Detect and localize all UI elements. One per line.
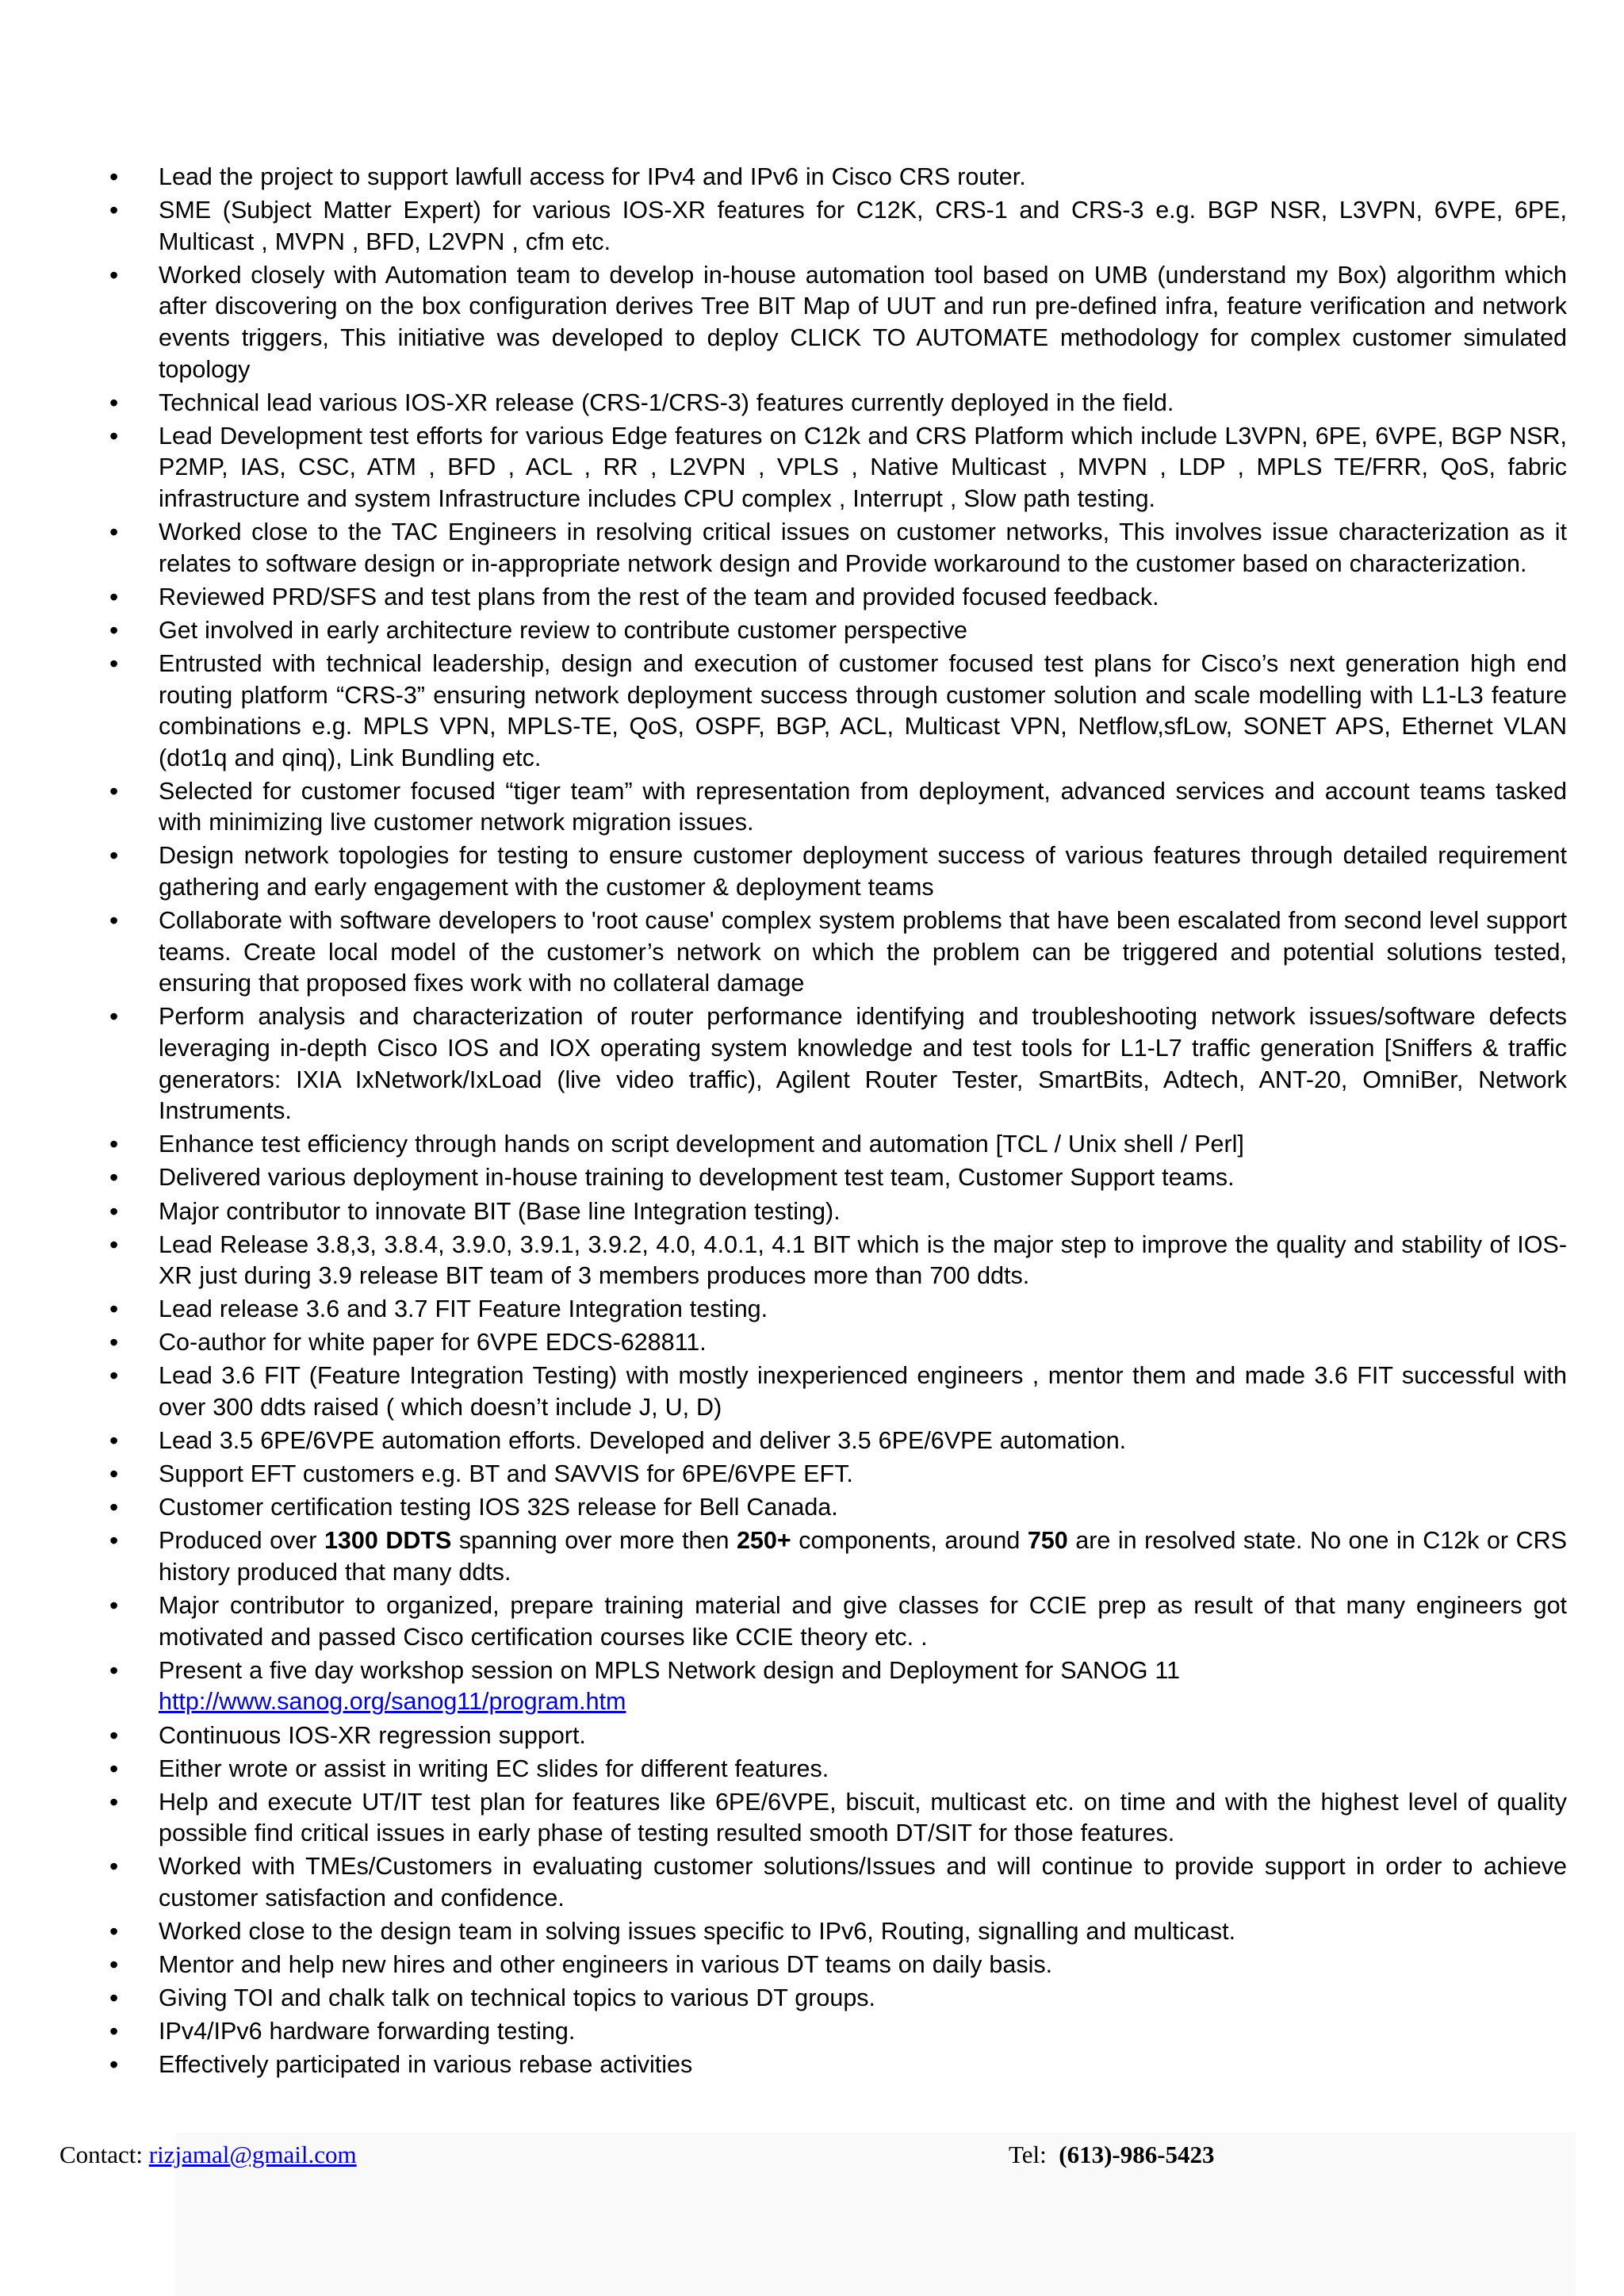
bullet-dot-icon: • <box>109 2017 119 2046</box>
bullet-item <box>0 1129 1567 1161</box>
bullet-dot-icon: • <box>109 1591 119 1621</box>
bullet-dot-icon: • <box>109 649 119 678</box>
bullet-item <box>0 1459 1567 1490</box>
bullet-item <box>0 1294 1567 1326</box>
bullet-item <box>0 905 1567 1000</box>
bullet-text: SME (Subject Matter Expert) for various IOS-XR features for C12K, CRS-1 and CRS-3 e.g. BGP NSR, L3VPN, 6VPE, 6PE, Multicast , MVPN , BFD, L2VPN , cfm etc. <box>159 197 1567 255</box>
bullet-dot-icon: • <box>109 2050 119 2080</box>
bullet-item <box>0 1196 1567 1228</box>
bullet-text: Co-author for white paper for 6VPE EDCS-628811. <box>159 1329 707 1357</box>
bullet-text: Continuous IOS-XR regression support. <box>159 1721 586 1749</box>
bullet-item <box>0 1590 1567 1653</box>
bullet-text: Effectively participated in various rebase activities <box>159 2051 693 2079</box>
bullet-dot-icon: • <box>109 776 119 806</box>
sanog-program-link[interactable]: http://www.sanog.org/sanog11/program.htm <box>159 1688 626 1716</box>
bullet-item <box>0 840 1567 903</box>
bullet-dot-icon: • <box>109 841 119 871</box>
bullet-item <box>0 1720 1567 1752</box>
bullet-dot-icon: • <box>109 1787 119 1816</box>
bullet-dot-icon: • <box>109 906 119 936</box>
bullet-dot-icon: • <box>109 163 119 191</box>
bullet-text: Major contributor to organized, prepare training material and give classes for CCIE prep as result of that many engineers got motivated and passed Cisco certification courses like CCIE theory etc. . <box>159 1592 1567 1651</box>
bullet-dot-icon: • <box>109 1526 119 1556</box>
bullet-text: Giving TOI and chalk talk on technical topics to various DT groups. <box>159 1984 876 2012</box>
bullet-bold-components-count: 250+ <box>736 1527 791 1555</box>
bullet-dot-icon: • <box>109 582 119 611</box>
bullet-text-part: components, around <box>791 1527 1028 1555</box>
bullet-dot-icon: • <box>109 1361 119 1391</box>
bullet-dot-icon: • <box>109 421 119 450</box>
bullet-item <box>0 1983 1567 2015</box>
bullet-bold-resolved-count: 750 <box>1027 1527 1068 1555</box>
bullet-dot-icon: • <box>109 1852 119 1881</box>
bullet-text: Help and execute UT/IT test plan for features like 6PE/6VPE, biscuit, multicast etc. on time and with the highest level of quality possible find critical issues in early phase of testing resulted smooth DT/SIT for those features. <box>159 1788 1567 1847</box>
bullet-text: Reviewed PRD/SFS and test plans from the rest of the team and provided focused feedback. <box>159 583 1159 610</box>
bullet-text: Perform analysis and characterization of router performance identifying and troubleshooting network issues/software defects leveraging in-depth Cisco IOS and IOX operating system knowledge and test tools for L1-L7 traffic generation [Sniffers & traffic generators: IXIA IxNetwork/IxLoad (live video traffic), Agilent Router Tester, SmartBits, Adtech, ANT-20, OmniBer, Network Instruments. <box>159 1003 1567 1125</box>
bullet-text: Selected for customer focused “tiger team” with representation from deployment, advanced services and account teams tasked with minimizing live customer network migration issues. <box>159 777 1567 836</box>
bullet-item <box>0 1851 1567 1914</box>
bullet-text: Design network topologies for testing to ensure customer deployment success of various features through detailed requirement gathering and early engagement with the customer & deployment teams <box>159 842 1567 901</box>
bullet-dot-icon: • <box>109 1917 119 1946</box>
bullet-dot-icon: • <box>109 1950 119 1980</box>
bullet-text: IPv4/IPv6 hardware forwarding testing. <box>159 2018 576 2045</box>
bullet-text: Collaborate with software developers to 'root cause' complex system problems that have been escalated from second level support teams. Create local model of the customer’s network on which the problem can be triggered and potential solutions tested, ensuring that proposed fixes work with no collateral damage <box>159 907 1567 997</box>
bullet-text: Enhance test efficiency through hands on script development and automation [TCL / Unix shell / Perl] <box>159 1131 1244 1158</box>
bullet-item <box>0 1360 1567 1423</box>
bullet-item-ddts <box>0 1525 1567 1588</box>
bullet-text: Mentor and help new hires and other engineers in various DT teams on daily basis. <box>159 1951 1053 1979</box>
bullet-text: Lead the project to support lawfull access for IPv4 and IPv6 in Cisco CRS router. <box>159 163 1026 190</box>
bullet-text: Worked closely with Automation team to develop in-house automation tool based on UMB (understand my Box) algorithm which after discovering on the box configuration derives Tree BIT Map of UUT and run pre-defined infra, feature verification and network events triggers, This initiative was developed to deploy CLICK TO AUTOMATE methodology for complex customer simulated topology <box>159 261 1567 383</box>
bullet-dot-icon: • <box>109 1328 119 1357</box>
bullet-dot-icon: • <box>109 1163 119 1192</box>
bullet-item <box>0 776 1567 839</box>
bullet-item <box>0 649 1567 774</box>
bullet-item <box>0 2049 1567 2081</box>
bullet-dot-icon: • <box>109 1230 119 1259</box>
contact-email-link[interactable]: rizjamal@gmail.com <box>148 2141 357 2168</box>
bullet-item <box>0 260 1567 385</box>
bullet-dot-icon: • <box>109 1295 119 1324</box>
bullet-item <box>0 1162 1567 1194</box>
bullet-item <box>0 162 1567 193</box>
bullet-item <box>0 2016 1567 2048</box>
bullet-item <box>0 195 1567 258</box>
bullet-item <box>0 421 1567 515</box>
bullet-item <box>0 1787 1567 1850</box>
bullet-text: Major contributor to innovate BIT (Base line Integration testing). <box>159 1197 841 1225</box>
bullet-text: Technical lead various IOS-XR release (CRS-1/CRS-3) features currently deployed in the field. <box>159 388 1174 416</box>
bullet-dot-icon: • <box>109 1196 119 1226</box>
bullet-text-part: spanning over more then <box>451 1527 737 1555</box>
bullet-dot-icon: • <box>109 1493 119 1522</box>
bullet-text: Customer certification testing IOS 32S release for Bell Canada. <box>159 1494 838 1521</box>
bullet-item <box>0 517 1567 580</box>
bullet-dot-icon: • <box>109 1426 119 1456</box>
bullet-item <box>0 582 1567 614</box>
bullet-item <box>0 1230 1567 1292</box>
bullet-dot-icon: • <box>109 1460 119 1489</box>
bullet-text: Entrusted with technical leadership, design and execution of customer focused test plans for Cisco’s next generation high end routing platform “CRS-3” ensuring network deployment success through customer solution and scale modelling with L1-L3 feature combinations e.g. MPLS VPN, MPLS-TE, QoS, OSPF, BGP, ACL, Multicast VPN, Netflow,sfLow, SONET APS, Ethernet VLAN (dot1q and qinq), Link Bundling etc. <box>159 649 1567 771</box>
bullet-item <box>0 615 1567 647</box>
bullet-dot-icon: • <box>109 1984 119 2013</box>
footer-contact <box>59 2139 357 2171</box>
bullet-item <box>0 1001 1567 1127</box>
bullet-text: Present a five day workshop session on MPLS Network design and Deployment for SANOG 11 <box>159 1656 1181 1684</box>
bullet-item <box>0 1327 1567 1359</box>
contact-label: Contact: <box>59 2141 149 2168</box>
bullet-text: Worked with TMEs/Customers in evaluating customer solutions/Issues and will continue to provide support in order to achieve customer satisfaction and confidence. <box>159 1853 1567 1911</box>
bullet-text: Worked close to the design team in solving issues specific to IPv6, Routing, signalling and multicast. <box>159 1918 1236 1946</box>
bullet-dot-icon: • <box>109 196 119 225</box>
bullet-text: Either wrote or assist in writing EC slides for different features. <box>159 1755 829 1782</box>
bullet-text: Lead 3.5 6PE/6VPE automation efforts. Developed and deliver 3.5 6PE/6VPE automation. <box>159 1427 1127 1455</box>
bullet-text: Delivered various deployment in-house training to development test team, Customer Support teams. <box>159 1164 1235 1192</box>
bullet-item <box>0 1916 1567 1948</box>
bullet-text: Get involved in early architecture review to contribute customer perspective <box>159 616 967 644</box>
bullet-item <box>0 1754 1567 1785</box>
bullet-text-part: Produced over <box>159 1527 324 1555</box>
bullet-dot-icon: • <box>109 1655 119 1685</box>
bullet-text: Lead release 3.6 and 3.7 FIT Feature Integration testing. <box>159 1295 768 1323</box>
bullet-dot-icon: • <box>109 1130 119 1159</box>
bullet-item <box>0 1492 1567 1524</box>
bullet-text-part: are in resolved state. No one in C12k or CRS history produced that many ddts. <box>159 1527 1567 1586</box>
bullet-bold-ddts-count: 1300 DDTS <box>324 1527 452 1555</box>
bullet-item <box>0 388 1567 419</box>
footer-telephone <box>1009 2139 1215 2171</box>
bullet-dot-icon: • <box>109 1720 119 1750</box>
bullet-dot-icon: • <box>109 615 119 645</box>
bullet-text: Support EFT customers e.g. BT and SAVVIS for 6PE/6VPE EFT. <box>159 1460 853 1488</box>
bullet-dot-icon: • <box>109 260 119 289</box>
bullet-text: Lead Development test efforts for various Edge features on C12k and CRS Platform which include L3VPN, 6PE, 6VPE, BGP NSR, P2MP, IAS, CSC, ATM , BFD , ACL , RR , L2VPN , VPLS , Native Multicast , MVPN , LDP , MPLS TE/FRR, QoS, fabric infrastructure and system Infrastructure includes CPU complex , Interrupt , Slow path testing. <box>159 422 1567 512</box>
phone-number: (613)-986-5423 <box>1059 2141 1215 2168</box>
tel-label: Tel: <box>1009 2141 1047 2168</box>
bullet-item-sanog <box>0 1655 1567 1718</box>
bullet-text: Lead Release 3.8,3, 3.8.4, 3.9.0, 3.9.1, 3.9.2, 4.0, 4.0.1, 4.1 BIT which is the major step to improve the quality and stability of IOS-XR just during 3.9 release BIT team of 3 members produces more than 700 ddts. <box>159 1230 1567 1290</box>
bullet-dot-icon: • <box>109 518 119 547</box>
bullet-item <box>0 1425 1567 1457</box>
experience-bullet-list <box>0 162 1624 2084</box>
bullet-dot-icon: • <box>109 1754 119 1783</box>
footer-background-panel <box>176 2133 1576 2296</box>
bullet-item <box>0 1950 1567 1981</box>
bullet-dot-icon: • <box>109 1002 119 1031</box>
bullet-text: Lead 3.6 FIT (Feature Integration Testing) with mostly inexperienced engineers , mentor them and made 3.6 FIT successful with over 300 ddts raised ( which doesn’t include J, U, D) <box>159 1362 1567 1422</box>
bullet-dot-icon: • <box>109 388 119 417</box>
bullet-text: Worked close to the TAC Engineers in resolving critical issues on customer networks, This involves issue characterization as it relates to software design or in-appropriate network design and Provide workaround to the customer based on characterization. <box>159 519 1567 577</box>
